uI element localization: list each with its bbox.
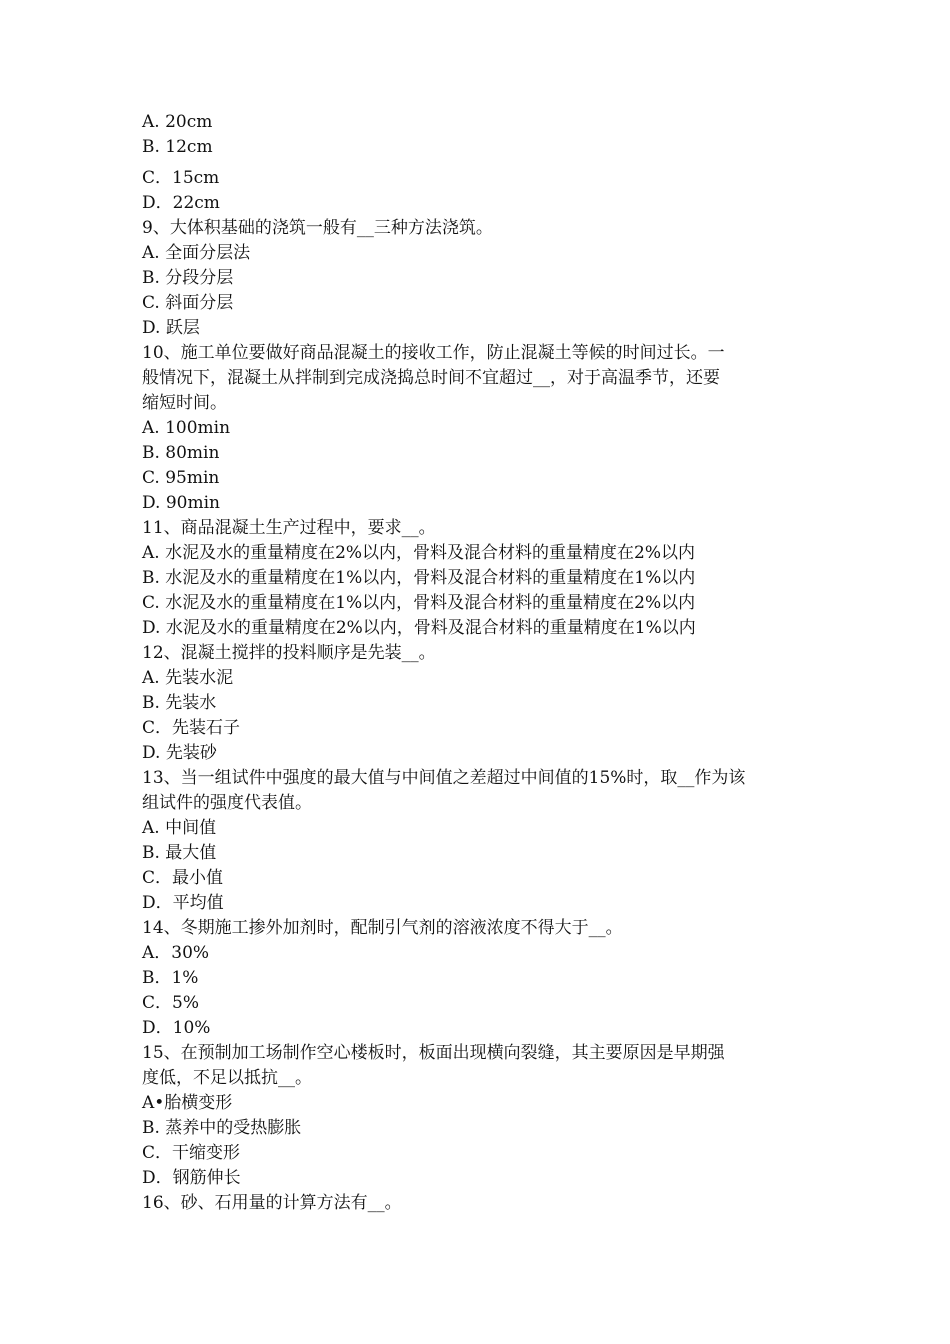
option-line: D．钢筋伸长 — [142, 1168, 241, 1188]
option-line: D. 跃层 — [142, 318, 200, 338]
option-line: A•胎横变形 — [142, 1093, 233, 1113]
option-line: A．30% — [142, 943, 210, 963]
option-line: B. 水泥及水的重量精度在1%以内，骨料及混合材料的重量精度在1%以内 — [142, 568, 696, 588]
option-line: B．1% — [142, 968, 199, 988]
question-line: 15、在预制加工场制作空心楼板时，板面出现横向裂缝，其主要原因是早期强 — [142, 1043, 725, 1063]
option-line: C．15cm — [142, 168, 220, 188]
option-line: C．5% — [142, 993, 199, 1013]
option-line: A. 先装水泥 — [142, 668, 234, 688]
option-line: A. 20cm — [142, 112, 213, 132]
option-line: D. 水泥及水的重量精度在2%以内，骨料及混合材料的重量精度在1%以内 — [142, 618, 696, 638]
option-line: A. 全面分层法 — [142, 243, 251, 263]
option-line: D. 90min — [142, 493, 220, 513]
question-line: 10、施工单位要做好商品混凝土的接收工作，防止混凝土等候的时间过长。一 — [142, 343, 725, 363]
question-line: 16、砂、石用量的计算方法有__。 — [142, 1193, 402, 1213]
option-line: D．平均值 — [142, 893, 224, 913]
question-line: 缩短时间。 — [142, 393, 227, 413]
question-line: 11、商品混凝土生产过程中，要求__。 — [142, 518, 436, 538]
option-line: A. 中间值 — [142, 818, 217, 838]
option-line: B. 分段分层 — [142, 268, 234, 288]
option-line: B. 最大值 — [142, 843, 217, 863]
option-line: C．干缩变形 — [142, 1143, 241, 1163]
option-line: A. 100min — [142, 418, 231, 438]
option-line: D．22cm — [142, 193, 220, 213]
option-line: B. 先装水 — [142, 693, 217, 713]
question-line: 组试件的强度代表值。 — [142, 793, 312, 813]
option-line: C. 水泥及水的重量精度在1%以内，骨料及混合材料的重量精度在2%以内 — [142, 593, 696, 613]
question-line: 12、混凝土搅拌的投料顺序是先装__。 — [142, 643, 436, 663]
option-line: C．先装石子 — [142, 718, 241, 738]
option-line: C．最小值 — [142, 868, 224, 888]
option-line: D. 先装砂 — [142, 743, 217, 763]
question-line: 度低，不足以抵抗__。 — [142, 1068, 312, 1088]
question-line: 14、冬期施工掺外加剂时，配制引气剂的溶液浓度不得大于__。 — [142, 918, 623, 938]
question-line: 13、当一组试件中强度的最大值与中间值之差超过中间值的15%时，取__作为该 — [142, 768, 746, 788]
option-line: D．10% — [142, 1018, 211, 1038]
option-line: C. 斜面分层 — [142, 293, 234, 313]
option-line: C. 95min — [142, 468, 220, 488]
option-line: B. 80min — [142, 443, 220, 463]
document-page — [142, 110, 822, 1216]
option-line: B. 蒸养中的受热膨胀 — [142, 1118, 302, 1138]
question-line: 9、大体积基础的浇筑一般有__三种方法浇筑。 — [142, 218, 493, 238]
option-line: B. 12cm — [142, 137, 213, 157]
question-line: 般情况下，混凝土从拌制到完成浇捣总时间不宜超过__，对于高温季节，还要 — [142, 368, 720, 388]
option-line: A. 水泥及水的重量精度在2%以内，骨料及混合材料的重量精度在2%以内 — [142, 543, 696, 563]
